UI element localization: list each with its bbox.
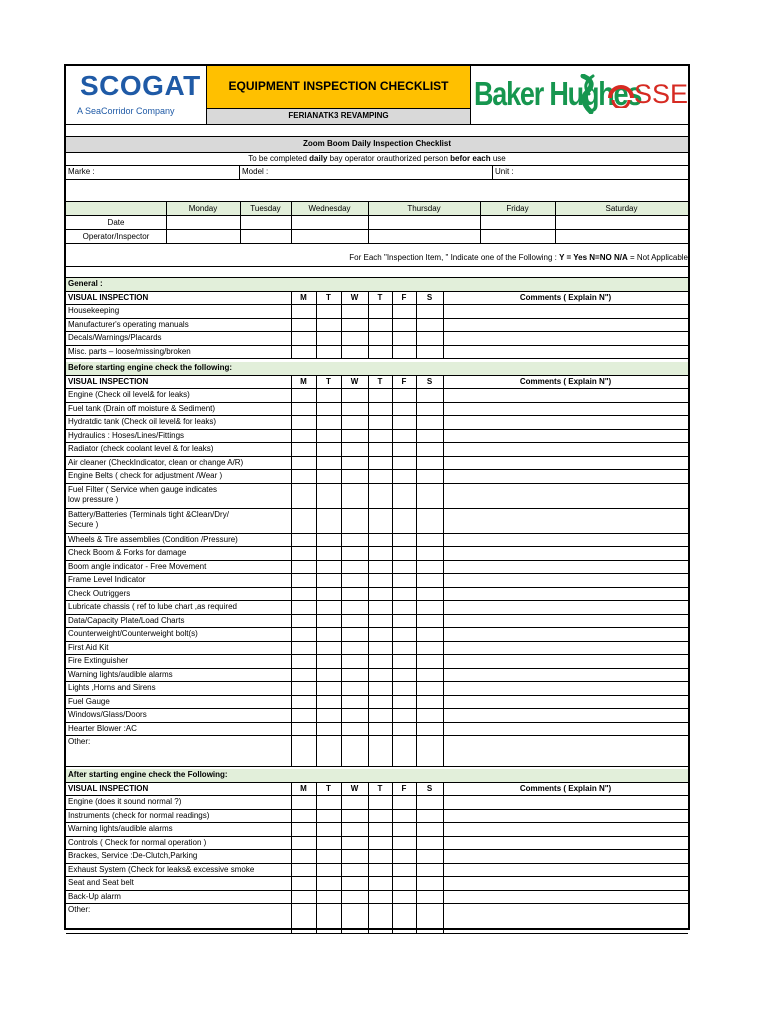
checklist-item: Boom angle indicator - Free Movement — [68, 561, 207, 571]
check-cell[interactable] — [393, 709, 416, 722]
date-cell[interactable] — [369, 216, 480, 229]
check-cell[interactable] — [417, 904, 443, 933]
title-banner — [207, 66, 470, 108]
checklist-item: Controls ( Check for normal operation ) — [68, 837, 207, 847]
check-cell[interactable] — [417, 389, 443, 402]
check-cell[interactable] — [369, 736, 392, 766]
operator-cell[interactable] — [556, 230, 688, 243]
comment-cell[interactable] — [444, 682, 688, 695]
check-cell[interactable] — [342, 443, 368, 456]
check-cell[interactable] — [342, 574, 368, 587]
check-cell[interactable] — [417, 682, 443, 695]
checklist-title-bar — [66, 137, 688, 152]
check-cell[interactable] — [417, 509, 443, 533]
operator-label: Operator/Inspector — [82, 232, 150, 241]
comment-cell[interactable] — [444, 509, 688, 533]
checklist-item: Seat and Seat belt — [68, 878, 134, 887]
check-cell[interactable] — [342, 628, 368, 641]
check-cell[interactable] — [393, 796, 416, 809]
comment-cell[interactable] — [444, 484, 688, 508]
scogat-logo — [66, 66, 206, 124]
check-cell[interactable] — [292, 601, 316, 614]
comment-cell[interactable] — [444, 443, 688, 456]
comment-cell[interactable] — [444, 904, 688, 933]
sse-mark-icon — [607, 80, 635, 108]
check-cell[interactable] — [292, 904, 316, 933]
project-name: FERIANATK3 REVAMPING — [288, 111, 389, 120]
check-cell[interactable] — [292, 736, 316, 766]
checklist-item: Radiator (check coolant level & for leaks) — [68, 444, 214, 453]
day-letter-header: S — [426, 376, 433, 386]
checklist-item: Other: — [68, 737, 91, 746]
check-cell[interactable] — [342, 682, 368, 695]
check-cell[interactable] — [369, 904, 392, 933]
comments-header: Comments ( Explain N") — [519, 292, 612, 302]
comment-cell[interactable] — [444, 470, 688, 483]
day-letter-header: W — [350, 376, 359, 386]
check-cell[interactable] — [317, 655, 341, 668]
comment-cell[interactable] — [444, 547, 688, 560]
day-header: Wednesday — [308, 204, 351, 213]
checklist-item: Battery/Batteries (Terminals tight &Clean/Dry/ Secure ) — [68, 509, 229, 529]
check-cell[interactable] — [342, 484, 368, 508]
check-cell[interactable] — [342, 416, 368, 429]
checklist-item: Frame Level Indicator — [68, 575, 146, 584]
day-letter-header: W — [350, 783, 359, 793]
day-letter-header: S — [426, 783, 433, 793]
check-cell[interactable] — [393, 389, 416, 402]
check-cell[interactable] — [292, 416, 316, 429]
check-cell[interactable] — [417, 305, 443, 318]
comment-cell[interactable] — [444, 389, 688, 402]
checklist-item: Hydratdic tank (Check oil level& for leaks) — [68, 417, 217, 426]
check-cell[interactable] — [417, 470, 443, 483]
day-letter-header: M — [300, 292, 307, 302]
check-cell[interactable] — [317, 709, 341, 722]
check-cell[interactable] — [393, 736, 416, 766]
check-cell[interactable] — [317, 332, 341, 345]
check-cell[interactable] — [342, 736, 368, 766]
comment-cell[interactable] — [444, 850, 688, 863]
visual-inspection-header: VISUAL INSPECTION — [68, 292, 149, 302]
visual-inspection-header: VISUAL INSPECTION — [68, 783, 149, 793]
date-cell[interactable] — [241, 216, 291, 229]
check-cell[interactable] — [393, 443, 416, 456]
check-cell[interactable] — [342, 601, 368, 614]
check-cell[interactable] — [317, 877, 341, 890]
day-letter-header: W — [350, 292, 359, 302]
check-cell[interactable] — [342, 470, 368, 483]
check-cell[interactable] — [393, 332, 416, 345]
day-letter-header: M — [300, 376, 307, 386]
check-cell[interactable] — [292, 443, 316, 456]
check-cell[interactable] — [417, 416, 443, 429]
check-cell[interactable] — [317, 796, 341, 809]
sse-logo: SSE — [634, 79, 689, 109]
check-cell[interactable] — [393, 601, 416, 614]
checklist-item: Back-Up alarm — [68, 891, 121, 901]
checklist-item: Decals/Warnings/Placards — [68, 333, 162, 342]
check-cell[interactable] — [393, 416, 416, 429]
check-cell[interactable] — [369, 305, 392, 318]
model-field[interactable]: Model : — [242, 167, 269, 176]
comment-cell[interactable] — [444, 709, 688, 722]
check-cell[interactable] — [369, 709, 392, 722]
check-cell[interactable] — [317, 389, 341, 402]
check-cell[interactable] — [393, 850, 416, 863]
checklist-item: Engine Belts ( check for adjustment /Wear ) — [68, 471, 223, 480]
section-title: General : — [68, 279, 103, 288]
check-cell[interactable] — [369, 484, 392, 508]
check-cell[interactable] — [393, 574, 416, 587]
checklist-item: Fuel Filter ( Service when gauge indicates low pressure ) — [68, 484, 217, 504]
check-cell[interactable] — [417, 736, 443, 766]
day-letter-header: T — [377, 376, 383, 386]
check-cell[interactable] — [317, 823, 341, 836]
operator-cell[interactable] — [481, 230, 555, 243]
check-cell[interactable] — [393, 547, 416, 560]
checklist-item: Hydraulics : Hoses/Lines/Fittings — [68, 430, 185, 440]
partner-logos — [471, 66, 688, 124]
check-cell[interactable] — [292, 877, 316, 890]
check-cell[interactable] — [417, 484, 443, 508]
checklist-item: Brackes, Service :De-Clutch,Parking — [68, 851, 198, 860]
check-cell[interactable] — [369, 628, 392, 641]
unit-field[interactable]: Unit : — [495, 167, 514, 176]
comment-cell[interactable] — [444, 823, 688, 836]
comment-cell[interactable] — [444, 655, 688, 668]
check-cell[interactable] — [317, 850, 341, 863]
day-letter-header: F — [401, 292, 407, 302]
check-cell[interactable] — [393, 823, 416, 836]
day-letter-header: T — [326, 376, 331, 386]
check-cell[interactable] — [369, 389, 392, 402]
check-cell[interactable] — [317, 443, 341, 456]
checklist-item: Fire Extinguisher — [68, 656, 129, 665]
checklist-item: Misc. parts – loose/missing/broken — [68, 346, 191, 356]
checklist-item: Engine (Check oil level& for leaks) — [68, 390, 190, 399]
check-cell[interactable] — [417, 574, 443, 587]
check-cell[interactable] — [342, 509, 368, 533]
check-cell[interactable] — [342, 332, 368, 345]
project-banner — [207, 109, 470, 124]
check-cell[interactable] — [393, 682, 416, 695]
check-cell[interactable] — [393, 470, 416, 483]
visual-inspection-header: VISUAL INSPECTION — [68, 376, 149, 386]
day-header: Tuesday — [250, 204, 281, 213]
check-cell[interactable] — [417, 850, 443, 863]
date-cell[interactable] — [167, 216, 240, 229]
day-letter-header: T — [377, 783, 383, 793]
check-cell[interactable] — [317, 547, 341, 560]
check-cell[interactable] — [393, 655, 416, 668]
check-cell[interactable] — [292, 850, 316, 863]
baker-hughes-logo: Baker Hughes — [474, 75, 642, 113]
day-letter-header: F — [401, 783, 407, 793]
check-cell[interactable] — [369, 655, 392, 668]
day-letter-header: S — [426, 292, 433, 302]
check-cell[interactable] — [292, 574, 316, 587]
check-cell[interactable] — [417, 601, 443, 614]
comment-cell[interactable] — [444, 601, 688, 614]
check-cell[interactable] — [317, 904, 341, 933]
marke-field[interactable]: Marke : — [68, 167, 95, 176]
checklist-item: Counterweight/Counterweight bolt(s) — [68, 629, 198, 638]
operator-cell[interactable] — [167, 230, 240, 243]
check-cell[interactable] — [417, 796, 443, 809]
answer-legend: For Each "Inspection Item, " Indicate one of the Following : Y = Yes N=NO N/A = Not Applicable — [349, 253, 688, 262]
comments-header: Comments ( Explain N") — [519, 783, 612, 793]
date-cell[interactable] — [481, 216, 555, 229]
checklist-item: Windows/Glass/Doors — [68, 710, 147, 719]
check-cell[interactable] — [393, 305, 416, 318]
check-cell[interactable] — [417, 332, 443, 345]
checklist-item: Data/Capacity Plate/Load Charts — [68, 615, 185, 625]
check-cell[interactable] — [317, 470, 341, 483]
check-cell[interactable] — [417, 709, 443, 722]
check-cell[interactable] — [292, 709, 316, 722]
check-cell[interactable] — [342, 547, 368, 560]
check-cell[interactable] — [369, 682, 392, 695]
check-cell[interactable] — [292, 628, 316, 641]
check-cell[interactable] — [317, 574, 341, 587]
day-letter-header: T — [326, 783, 331, 793]
check-cell[interactable] — [317, 305, 341, 318]
checklist-item: Lights ,Horns and Sirens — [68, 683, 156, 692]
check-cell[interactable] — [369, 416, 392, 429]
check-cell[interactable] — [417, 655, 443, 668]
checklist-title: Zoom Boom Daily Inspection Checklist — [302, 139, 452, 148]
day-letter-header: M — [300, 783, 307, 793]
check-cell[interactable] — [393, 877, 416, 890]
operator-cell[interactable] — [241, 230, 291, 243]
check-cell[interactable] — [292, 484, 316, 508]
comment-cell[interactable] — [444, 574, 688, 587]
check-cell[interactable] — [292, 305, 316, 318]
inspection-sheet — [64, 64, 690, 930]
check-cell[interactable] — [393, 904, 416, 933]
checklist-item: Warning lights/audible alarms — [68, 824, 173, 833]
check-cell[interactable] — [342, 877, 368, 890]
check-cell[interactable] — [369, 796, 392, 809]
date-cell[interactable] — [292, 216, 368, 229]
checklist-item: Fuel tank (Drain off moisture & Sediment) — [68, 403, 216, 413]
day-letter-header: T — [377, 292, 383, 302]
checklist-item: Hearter Blower :AC — [68, 723, 137, 733]
check-cell[interactable] — [292, 470, 316, 483]
checklist-item: Engine (does it sound normal ?) — [68, 797, 182, 806]
checklist-item: Lubricate chassis ( ref to lube chart ,as required — [68, 602, 237, 611]
check-cell[interactable] — [369, 877, 392, 890]
day-header: Monday — [188, 204, 218, 213]
comment-cell[interactable] — [444, 305, 688, 318]
checklist-item: Housekeeping — [68, 306, 120, 315]
check-cell[interactable] — [342, 850, 368, 863]
check-cell[interactable] — [369, 470, 392, 483]
check-cell[interactable] — [317, 484, 341, 508]
checklist-item: Check Outriggers — [68, 588, 131, 598]
check-cell[interactable] — [292, 682, 316, 695]
check-cell[interactable] — [417, 547, 443, 560]
check-cell[interactable] — [369, 601, 392, 614]
check-cell[interactable] — [417, 823, 443, 836]
checklist-item: Fuel Gauge — [68, 696, 110, 706]
section-title: After starting engine check the Following: — [68, 770, 228, 779]
check-cell[interactable] — [317, 628, 341, 641]
check-cell[interactable] — [292, 823, 316, 836]
operator-cell[interactable] — [292, 230, 368, 243]
check-cell[interactable] — [292, 509, 316, 533]
scogat-tagline: A SeaCorridor Company — [77, 106, 175, 116]
completion-instruction: To be completed daily bay operator orauthorized person befor each use — [248, 154, 506, 163]
check-cell[interactable] — [369, 850, 392, 863]
checklist-item: First Aid Kit — [68, 642, 109, 652]
section-title: Before starting engine check the following: — [68, 363, 233, 372]
checklist-item: Warning lights/audible alarms — [68, 669, 173, 679]
check-cell[interactable] — [369, 443, 392, 456]
check-cell[interactable] — [292, 389, 316, 402]
checklist-item: Check Boom & Forks for damage — [68, 548, 187, 557]
comment-cell[interactable] — [444, 628, 688, 641]
check-cell[interactable] — [369, 823, 392, 836]
check-cell[interactable] — [417, 877, 443, 890]
checklist-item: Wheels & Tire assemblies (Condition /Pressure) — [68, 534, 238, 544]
check-cell[interactable] — [393, 628, 416, 641]
comment-cell[interactable] — [444, 796, 688, 809]
check-cell[interactable] — [317, 416, 341, 429]
check-cell[interactable] — [342, 904, 368, 933]
day-letter-header: T — [326, 292, 331, 302]
checklist-item: Exhaust System (Check for leaks& excessive smoke — [68, 864, 255, 874]
checklist-item: Other: — [68, 905, 91, 914]
check-cell[interactable] — [292, 796, 316, 809]
checklist-item: Air cleaner (CheckIndicator, clean or change A/R) — [68, 457, 244, 467]
comment-cell[interactable] — [444, 736, 688, 766]
comment-cell[interactable] — [444, 877, 688, 890]
check-cell[interactable] — [342, 823, 368, 836]
check-cell[interactable] — [342, 796, 368, 809]
day-header: Thursday — [407, 204, 441, 213]
checklist-item: Instruments (check for normal readings) — [68, 810, 210, 820]
check-cell[interactable] — [369, 332, 392, 345]
check-cell[interactable] — [417, 443, 443, 456]
checklist-item: Manufacturer's operating manuals — [68, 319, 189, 329]
check-cell[interactable] — [342, 655, 368, 668]
day-header: Saturday — [605, 204, 638, 213]
day-letter-header: F — [401, 376, 407, 386]
baker-hughes-mark-icon — [577, 74, 601, 114]
check-cell[interactable] — [292, 332, 316, 345]
comment-cell[interactable] — [444, 416, 688, 429]
check-cell[interactable] — [342, 709, 368, 722]
check-cell[interactable] — [342, 305, 368, 318]
date-label: Date — [107, 218, 125, 227]
scogat-logo-text: SCOGAT — [80, 70, 201, 101]
check-cell[interactable] — [317, 509, 341, 533]
operator-cell[interactable] — [369, 230, 480, 243]
check-cell[interactable] — [317, 682, 341, 695]
check-cell[interactable] — [393, 509, 416, 533]
day-header: Friday — [506, 204, 529, 213]
check-cell[interactable] — [393, 484, 416, 508]
comment-cell[interactable] — [444, 332, 688, 345]
check-cell[interactable] — [292, 547, 316, 560]
check-cell[interactable] — [342, 389, 368, 402]
check-cell[interactable] — [369, 574, 392, 587]
check-cell[interactable] — [417, 628, 443, 641]
comments-header: Comments ( Explain N") — [519, 376, 612, 386]
check-cell[interactable] — [317, 601, 341, 614]
check-cell[interactable] — [369, 547, 392, 560]
check-cell[interactable] — [292, 655, 316, 668]
check-cell[interactable] — [317, 736, 341, 766]
check-cell[interactable] — [369, 509, 392, 533]
date-cell[interactable] — [556, 216, 688, 229]
page-title: EQUIPMENT INSPECTION CHECKLIST — [228, 79, 449, 93]
